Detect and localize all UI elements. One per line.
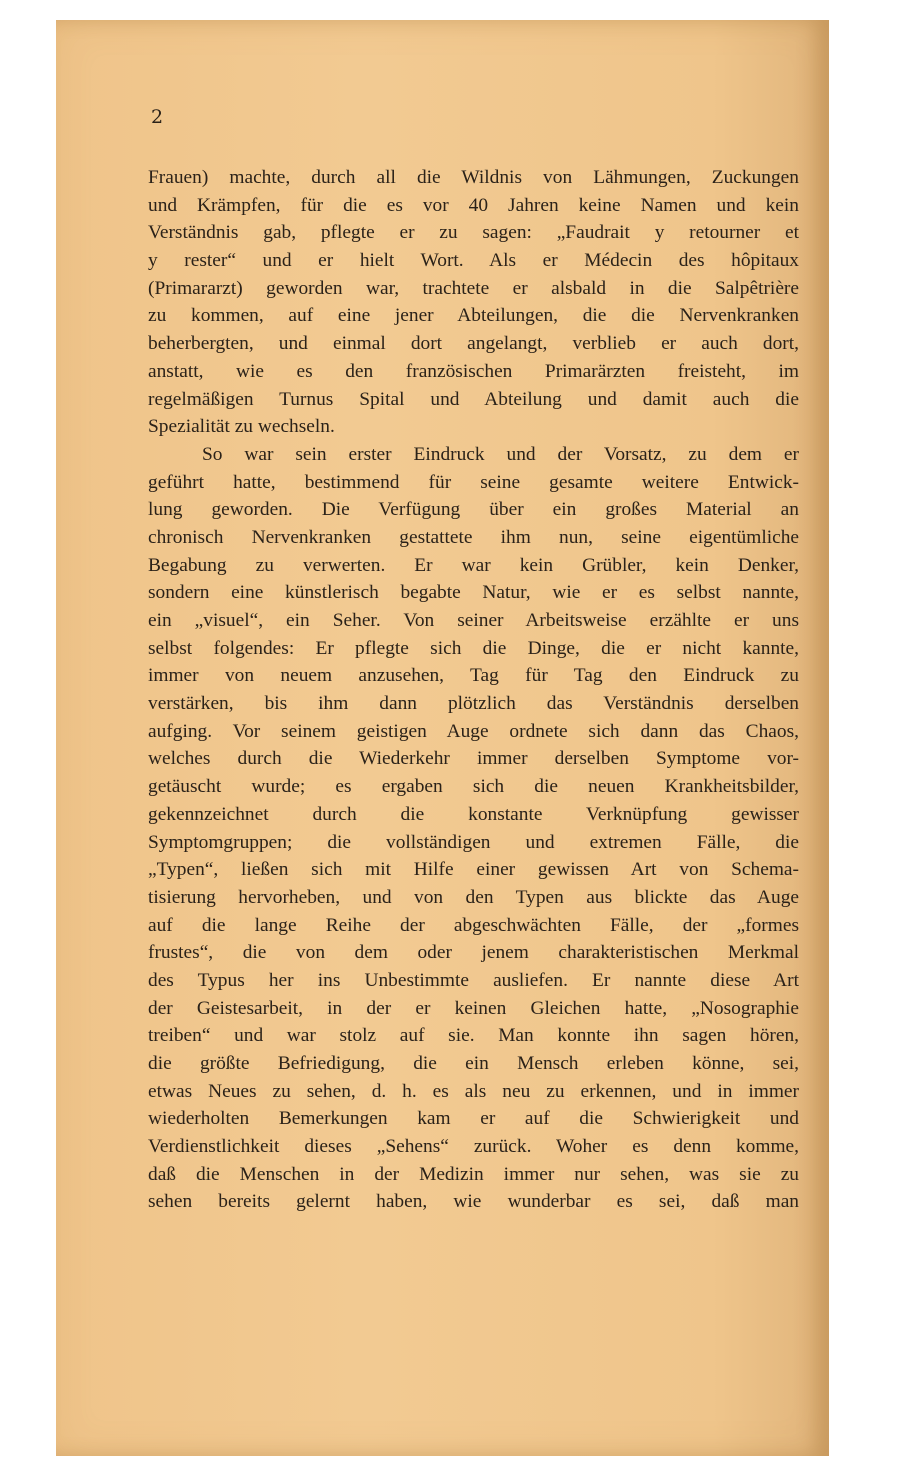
text-line: lung geworden. Die Verfügung über ein großes Material an	[148, 499, 799, 521]
text-line: getäuscht wurde; es ergaben sich die neuen Krankheitsbilder,	[148, 776, 799, 798]
text-line: gekennzeichnet durch die konstante Verknüpfung gewisser	[148, 803, 799, 825]
text-line: So war sein erster Eindruck und der Vorsatz, zu dem er	[202, 443, 799, 465]
text-line: geführt hatte, bestimmend für seine gesamte weitere Entwick-	[148, 471, 799, 493]
text-line: die größte Befriedigung, die ein Mensch erleben könne, sei,	[148, 1053, 799, 1074]
text-line: zu kommen, auf eine jener Abteilungen, die die Nervenkranken	[148, 305, 799, 327]
text-line: beherbergten, und einmal dort angelangt, verblieb er auch dort,	[148, 333, 799, 355]
text-line: daß die Menschen in der Medizin immer nur sehen, was sie zu	[148, 1163, 799, 1185]
text-line: Spezialität zu wechseln.	[148, 416, 335, 438]
text-line: aufging. Vor seinem geistigen Auge ordnete sich dann das Chaos,	[148, 720, 799, 742]
text-line: wiederholten Bemerkungen kam er auf die Schwierigkeit und	[148, 1108, 799, 1130]
body-text	[148, 164, 799, 1216]
text-line: ein „visuel“, ein Seher. Von seiner Arbeitsweise erzählte er uns	[148, 610, 799, 631]
text-line: Symptomgruppen; die vollständigen und extremen Fälle, die	[148, 831, 799, 853]
text-line: immer von neuem anzusehen, Tag für Tag den Eindruck zu	[148, 665, 799, 687]
text-line: Verdienstlichkeit dieses „Sehens“ zurück. Woher es denn komme,	[148, 1136, 799, 1158]
text-line: regelmäßigen Turnus Spital und Abteilung und damit auch die	[148, 388, 799, 410]
text-line: und Krämpfen, für die es vor 40 Jahren keine Namen und kein	[148, 194, 799, 216]
scanned-page	[56, 20, 829, 1456]
text-line: Begabung zu verwerten. Er war kein Grübler, kein Denker,	[148, 554, 799, 576]
text-line: welches durch die Wiederkehr immer derselben Symptome vor-	[148, 748, 799, 770]
text-line: Verständnis gab, pflegte er zu sagen: „Faudrait y retourner et	[148, 222, 799, 244]
text-line: chronisch Nervenkranken gestattete ihm nun, seine eigentümliche	[148, 526, 799, 548]
text-line: frustes“, die von dem oder jenem charakteristischen Merkmal	[148, 942, 799, 964]
text-line: selbst folgendes: Er pflegte sich die Dinge, die er nicht kannte,	[148, 637, 799, 659]
text-line: (Primararzt) geworden war, trachtete er alsbald in die Salpêtrière	[148, 277, 799, 299]
text-line: treiben“ und war stolz auf sie. Man konnte ihn sagen hören,	[148, 1025, 799, 1047]
text-line: sondern eine künstlerisch begabte Natur, wie er es selbst nannte,	[148, 582, 799, 604]
text-line: auf die lange Reihe der abgeschwächten Fälle, der „formes	[148, 914, 799, 936]
text-line: „Typen“, ließen sich mit Hilfe einer gewissen Art von Schema-	[148, 859, 799, 881]
text-line: verstärken, bis ihm dann plötzlich das Verständnis derselben	[148, 693, 799, 715]
text-line: der Geistesarbeit, in der er keinen Gleichen hatte, „Nosographie	[148, 997, 799, 1019]
text-line: sehen bereits gelernt haben, wie wunderbar es sei, daß man	[148, 1191, 799, 1213]
text-line: Frauen) machte, durch all die Wildnis von Lähmungen, Zuckungen	[148, 167, 799, 188]
text-line: des Typus her ins Unbestimmte ausliefen. Er nannte diese Art	[148, 969, 799, 991]
text-line: anstatt, wie es den französischen Primarärzten freisteht, im	[148, 360, 799, 382]
text-line: y rester“ und er hielt Wort. Als er Médecin des hôpitaux	[148, 250, 799, 272]
text-line: etwas Neues zu sehen, d. h. es als neu zu erkennen, und in immer	[148, 1080, 799, 1102]
text-line: tisierung hervorheben, und von den Typen aus blickte das Auge	[148, 886, 799, 908]
page-number: 2	[151, 106, 164, 128]
